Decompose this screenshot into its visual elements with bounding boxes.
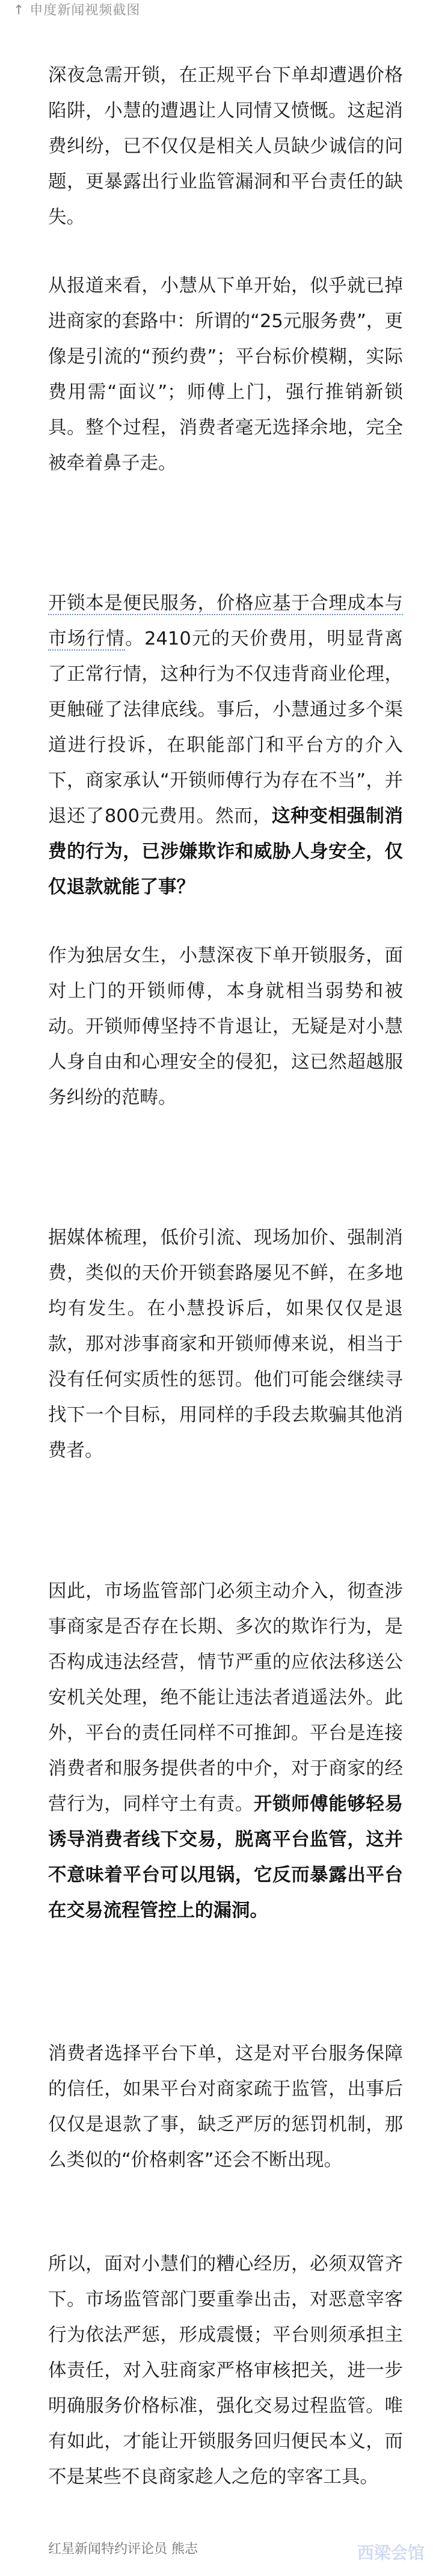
paragraph-text: 据媒体梳理，低价引流、现场加价、强制消费，类似的天价开锁套路屡见不鲜，在多地均有发生。在小慧投诉后，如果仅仅是退款，那对涉事商家和开锁师傅来说，相当于没有任何实质性的惩罚。他们可能会继续寻找下一个目标，用同样的手段去欺骗其他消费者。 [48, 1227, 403, 1461]
paragraph [48, 268, 403, 481]
paragraph [48, 1220, 403, 1468]
paragraph [48, 2036, 403, 2178]
emphasis-text: 开锁师傅能够轻易诱导消费者线下交易，脱离平台监管，这并不意味着平台可以甩锅，它反而暴露出平台在交易流程管控上的漏洞。 [48, 1794, 404, 1921]
paragraph-text: 消费者选择平台下单，这是对平台服务保障的信任，如果平台对商家疏于监管，出事后仅仅是退款了事，缺乏严厉的惩罚机制，那么类似的“价格刺客”还会不断出现。 [48, 2043, 403, 2171]
paragraph-text: 所以，面对小慧们的糟心经历，必须双管齐下。市场监管部门要重拳出击，对恶意宰客行为依法严惩，形成震慑；平台则须承担主体责任，对入驻商家严格审核把关，进一步明确服务价格标准，强化交易过程监管。唯有如此，才能让开锁服务回归便民本义，而不是某些不良商家趁人之危的宰客工具。 [48, 2254, 403, 2488]
paragraph [48, 938, 403, 1115]
paragraph [48, 586, 403, 905]
paragraph [48, 2246, 403, 2495]
paragraph-text: 深夜急需开锁，在正规平台下单却遭遇价格陷阱，小慧的遭遇让人同情又愤慨。这起消费纠纷，已不仅仅是相关人员缺少诚信的问题，更暴露出行业监管漏洞和平台责任的缺失。 [48, 65, 403, 228]
paragraph-text: 。2410元的天价费用，明显背离了正常行情，这种行为不仅违背商业伦理，更触碰了法律底线。事后，小慧通过多个渠道进行投诉，在职能部门和平台方的介入下，商家承认“开锁师傅行为存在不当”，并退还了800元费用。然而， [48, 628, 403, 827]
site-watermark: 西梁会馆 [357, 2543, 425, 2563]
emphasis-text: 这种变相强制消费的行为，已涉嫌欺诈和威胁人身安全，仅仅退款就能了事？ [48, 806, 403, 898]
underlined-text: 开锁本是便民服务，价格应基于合理成本与市场行情 [48, 593, 403, 649]
paragraph-text: 作为独居女生，小慧深夜下单开锁服务，面对上门的开锁师傅，本身就相当弱势和被动。开锁师傅坚持不肯退让，无疑是对小慧人身自由和心理安全的侵犯，这已然超越服务纠纷的范畴。 [48, 945, 403, 1108]
paragraph [48, 58, 403, 235]
image-caption: ↑ 申度新闻视频截图 [13, 3, 141, 18]
paragraph [48, 1574, 403, 1928]
paragraph-text: 从报道来看，小慧从下单开始，似乎就已掉进商家的套路中：所谓的“25元服务费”，更像是引流的“预约费”；平台标价模糊，实际费用需“面议”；师傅上门，强行推销新锁具。整个过程，消费者毫无选择余地，完全被牵着鼻子走。 [48, 275, 403, 474]
paragraph-text: 因此，市场监管部门必须主动介入，彻查涉事商家是否存在长期、多次的欺诈行为，是否构成违法经营，情节严重的应依法移送公安机关处理，绝不能让违法者逍遥法外。此外，平台的责任同样不可推卸。平台是连接消费者和服务提供者的中介，对于商家的经营行为，同样守土有责。 [48, 1581, 403, 1815]
author-credit: 红星新闻特约评论员 熊志 [48, 2542, 198, 2557]
